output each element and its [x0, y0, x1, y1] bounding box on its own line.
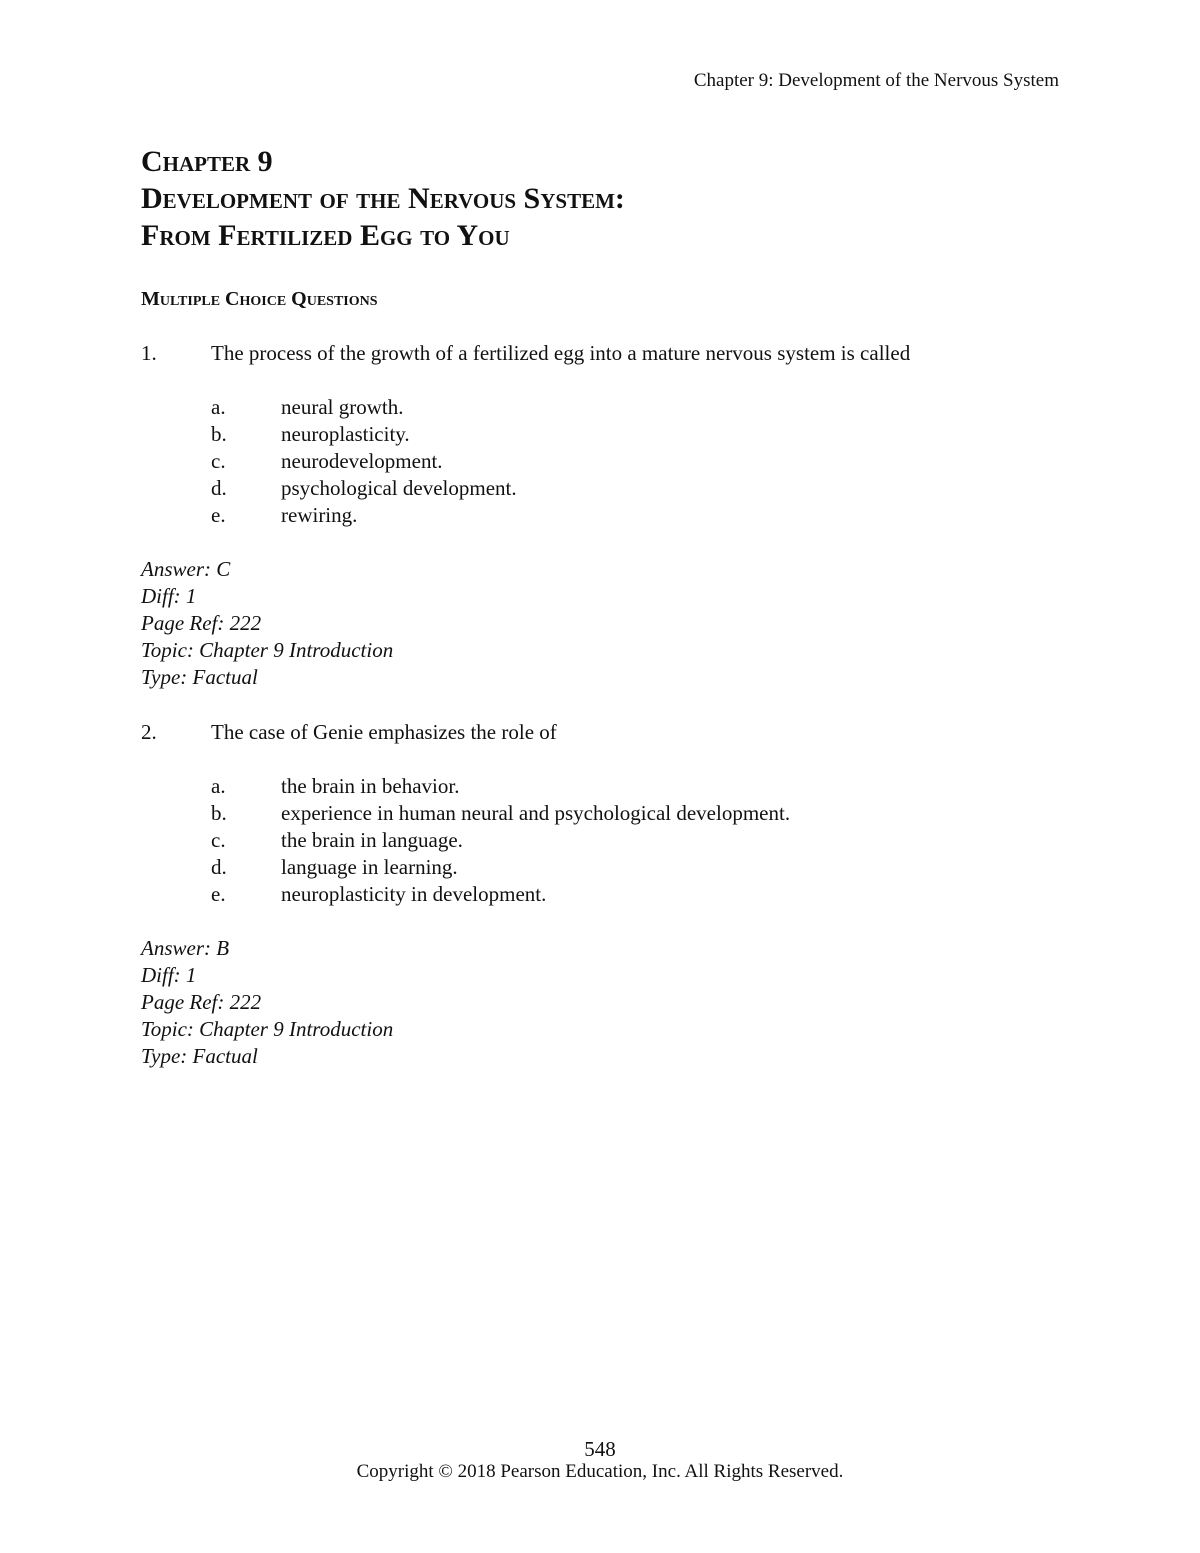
question-number: 2. — [141, 720, 157, 744]
option-b — [211, 800, 1061, 827]
option-letter: e. — [211, 503, 226, 527]
option-letter: b. — [211, 801, 227, 825]
option-text: rewiring. — [281, 503, 358, 527]
option-text: neural growth. — [281, 395, 404, 419]
option-text: neuroplasticity. — [281, 422, 410, 446]
option-e — [211, 502, 1061, 529]
page-ref-line: Page Ref: 222 — [141, 611, 262, 635]
option-text: experience in human neural and psychological development. — [281, 801, 791, 825]
option-c — [211, 827, 1061, 854]
option-text: neuroplasticity in development. — [281, 882, 547, 906]
running-head: Chapter 9: Development of the Nervous System — [693, 70, 1059, 91]
option-text: the brain in behavior. — [281, 774, 460, 798]
difficulty-line: Diff: 1 — [141, 963, 197, 987]
option-letter: c. — [211, 828, 226, 852]
question-stem — [141, 340, 1061, 367]
topic-line: Topic: Chapter 9 Introduction — [141, 1017, 394, 1041]
option-letter: a. — [211, 395, 226, 419]
answer-line: Answer: B — [141, 936, 230, 960]
option-list — [211, 394, 1061, 529]
question-meta — [141, 556, 1061, 691]
question-text: The case of Genie emphasizes the role of — [211, 720, 557, 744]
question-text: The process of the growth of a fertilized egg into a mature nervous system is called — [211, 341, 911, 365]
option-letter: d. — [211, 855, 227, 879]
option-e — [211, 881, 1061, 908]
option-d — [211, 854, 1061, 881]
question-2 — [141, 719, 1061, 1070]
page-ref-line: Page Ref: 222 — [141, 990, 262, 1014]
option-a — [211, 773, 1061, 800]
option-letter: b. — [211, 422, 227, 446]
question-number: 1. — [141, 341, 157, 365]
chapter-title-line-1: Development of the Nervous System: — [141, 182, 625, 215]
option-text: the brain in language. — [281, 828, 463, 852]
option-list — [211, 773, 1061, 908]
option-a — [211, 394, 1061, 421]
option-text: psychological development. — [281, 476, 517, 500]
type-line: Type: Factual — [141, 1044, 258, 1068]
chapter-title — [141, 143, 625, 254]
copyright-notice: Copyright © 2018 Pearson Education, Inc. All Rights Reserved. — [356, 1461, 844, 1482]
difficulty-line: Diff: 1 — [141, 584, 197, 608]
chapter-number: Chapter 9 — [141, 145, 273, 178]
option-text: language in learning. — [281, 855, 458, 879]
chapter-title-line-2: From Fertilized Egg to You — [141, 219, 510, 252]
option-letter: d. — [211, 476, 227, 500]
topic-line: Topic: Chapter 9 Introduction — [141, 638, 394, 662]
question-meta — [141, 935, 1061, 1070]
option-d — [211, 475, 1061, 502]
option-b — [211, 421, 1061, 448]
option-c — [211, 448, 1061, 475]
type-line: Type: Factual — [141, 665, 258, 689]
option-text: neurodevelopment. — [281, 449, 443, 473]
page-number: 548 — [584, 1437, 616, 1461]
option-letter: c. — [211, 449, 226, 473]
answer-line: Answer: C — [141, 557, 231, 581]
option-letter: a. — [211, 774, 226, 798]
question-1 — [141, 340, 1061, 691]
question-stem — [141, 719, 1061, 746]
option-letter: e. — [211, 882, 226, 906]
section-heading: Multiple Choice Questions — [141, 288, 378, 310]
